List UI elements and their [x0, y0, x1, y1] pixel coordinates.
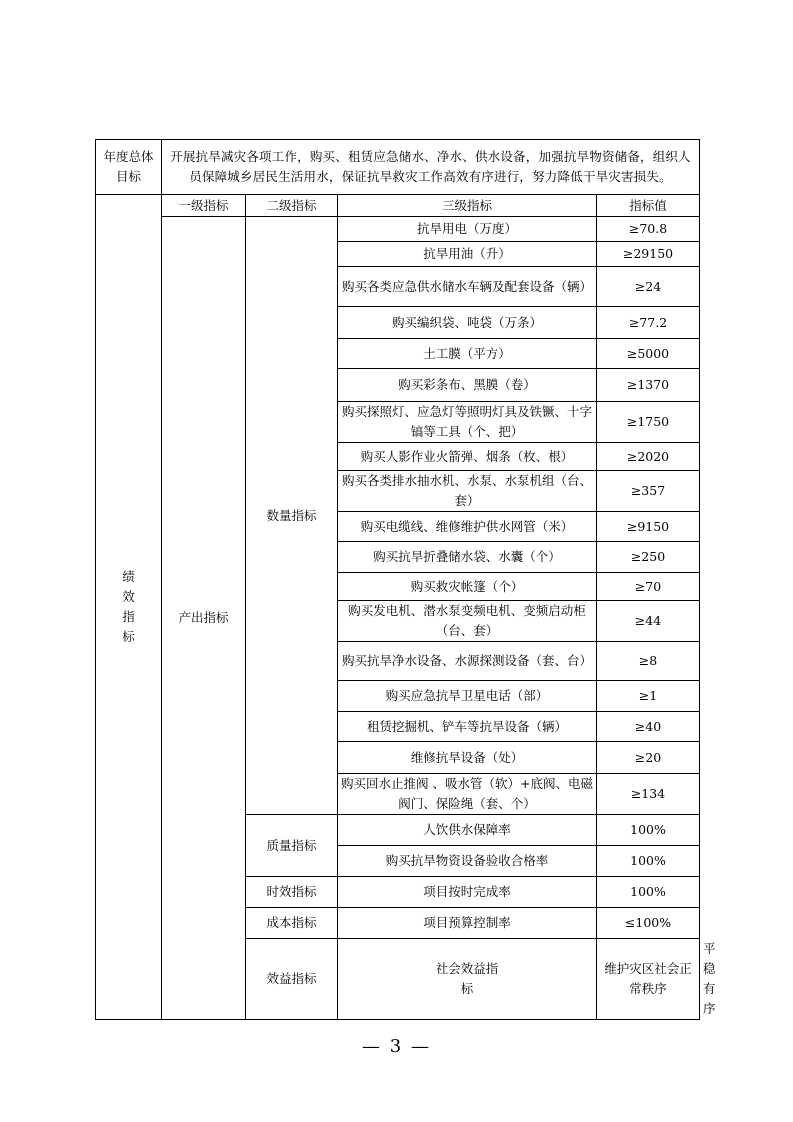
indicator-name: 购买救灾帐篷（个） [338, 573, 597, 601]
indicator-value: ≥77.2 [597, 307, 700, 339]
indicator-name: 土工膜（平方） [338, 339, 597, 369]
indicator-value: ≥44 [597, 601, 700, 642]
header-level3: 三级指标 [338, 195, 597, 217]
indicator-value: ≥24 [597, 267, 700, 307]
indicator-name: 抗旱用电（万度） [338, 217, 597, 242]
indicator-name: 购买电缆线、维修维护供水网管（米） [338, 512, 597, 542]
indicator-name: 维护灾区社会正常秩序 [597, 939, 700, 1020]
indicator-value: ≥20 [597, 742, 700, 774]
indicator-name: 购买编织袋、吨袋（万条） [338, 307, 597, 339]
benefit-indicator-label: 效益指标 [246, 939, 338, 1020]
goal-label: 年度总体目标 [96, 140, 162, 195]
indicator-value: 100% [597, 815, 700, 846]
table-row: 效益指标 社会效益指标 维护灾区社会正常秩序 平稳有序 [96, 939, 700, 1020]
indicator-name: 购买各类应急供水储水车辆及配套设备（辆） [338, 267, 597, 307]
indicator-name: 购买彩条布、黑膜（卷） [338, 369, 597, 402]
indicator-name: 购买发电机、潜水泵变频电机、变频启动柜（台、套） [338, 601, 597, 642]
header-row [96, 195, 700, 217]
social-benefit-indicator-label: 社会效益指标 [338, 939, 597, 1020]
indicator-value: ≥1 [597, 681, 700, 712]
indicator-name: 维修抗旱设备（处） [338, 742, 597, 774]
quantity-indicator-label: 数量指标 [246, 217, 338, 815]
indicator-name: 人饮供水保障率 [338, 815, 597, 846]
performance-indicator-label: 绩效指标 [96, 195, 162, 1020]
header-level2: 二级指标 [246, 195, 338, 217]
goal-row [96, 140, 700, 195]
indicator-value: ≥70 [597, 573, 700, 601]
indicator-value: ≥1370 [597, 369, 700, 402]
indicator-name: 项目预算控制率 [338, 908, 597, 939]
indicator-value: ≥8 [597, 642, 700, 681]
indicator-name: 购买应急抗旱卫星电话（部） [338, 681, 597, 712]
indicator-name: 租赁挖掘机、铲车等抗旱设备（辆） [338, 712, 597, 742]
indicator-name: 购买抗旱折叠储水袋、水囊（个） [338, 542, 597, 573]
indicator-value: ≥250 [597, 542, 700, 573]
indicator-value: ≥70.8 [597, 217, 700, 242]
indicator-name: 购买人影作业火箭弹、烟条（枚、根） [338, 443, 597, 471]
goal-text: 开展抗旱减灾各项工作，购买、租赁应急储水、净水、供水设备，加强抗旱物资储备，组织人员保障城乡居民生活用水，保证抗旱救灾工作高效有序进行，努力降低干旱灾害损失。 [162, 140, 700, 195]
page-number: — 3 — [362, 1036, 431, 1057]
performance-table [95, 139, 716, 1020]
indicator-value: ≤100% [597, 908, 700, 939]
indicator-name: 抗旱用油（升） [338, 242, 597, 267]
indicator-name: 项目按时完成率 [338, 877, 597, 908]
indicator-value: 100% [597, 877, 700, 908]
header-level1: 一级指标 [162, 195, 246, 217]
indicator-name: 购买各类排水抽水机、水泵、水泵机组（台、套） [338, 471, 597, 512]
indicator-value: ≥9150 [597, 512, 700, 542]
output-indicator-label: 产出指标 [162, 217, 246, 1020]
indicator-name: 购买抗旱物资设备验收合格率 [338, 846, 597, 877]
header-value: 指标值 [597, 195, 700, 217]
indicator-value: ≥40 [597, 712, 700, 742]
cost-indicator-label: 成本指标 [246, 908, 338, 939]
indicator-name: 购买探照灯、应急灯等照明灯具及铁镢、十字镐等工具（个、把） [338, 402, 597, 443]
indicator-name: 购买回水止推阀 、吸水管（软）+底阀、电磁阀门、保险绳（套、个） [338, 774, 597, 815]
quality-indicator-label: 质量指标 [246, 815, 338, 877]
indicator-value: 100% [597, 846, 700, 877]
timeliness-indicator-label: 时效指标 [246, 877, 338, 908]
indicator-value: ≥134 [597, 774, 700, 815]
indicator-value: ≥1750 [597, 402, 700, 443]
indicator-value: ≥2020 [597, 443, 700, 471]
indicator-value: ≥357 [597, 471, 700, 512]
indicator-value: ≥29150 [597, 242, 700, 267]
indicator-name: 购买抗旱净水设备、水源探测设备（套、台） [338, 642, 597, 681]
table-row [96, 217, 700, 242]
indicator-value: ≥5000 [597, 339, 700, 369]
